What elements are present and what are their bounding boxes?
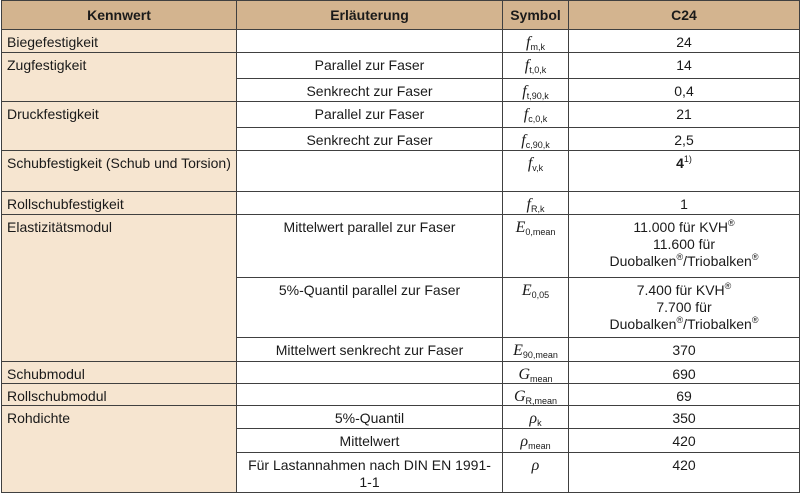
value-cell: 7.400 für KVH® 7.700 für Duobalken®/Triobalken® [569,278,800,338]
erlaeuterung-cell: 5%-Quantil parallel zur Faser [237,278,503,338]
symbol-cell: $E_{0,mean}$ [503,215,569,278]
kennwert-cell: Zugfestigkeit [2,53,237,102]
table-row [2,192,800,215]
symbol-cell: $\rho_k$ [503,406,569,429]
symbol-cell: $f_{m,k}$ [503,30,569,53]
table-row [2,102,800,128]
erlaeuterung-cell: Mittelwert senkrecht zur Faser [237,338,503,362]
table-row [2,215,800,278]
kennwert-cell: Schubmodul [2,362,237,384]
kennwert-cell: Rollschubfestigkeit [2,192,237,215]
table-row [2,30,800,53]
value-cell: 69 [569,384,800,406]
table-row [2,362,800,384]
table-row [2,406,800,429]
value-cell: 690 [569,362,800,384]
erlaeuterung-cell [237,362,503,384]
symbol-cell: $f_{t,90,k}$ [503,79,569,102]
erlaeuterung-cell [237,192,503,215]
kennwert-cell: Elastizitätsmodul [2,215,237,362]
value-cell: 4$^{1)}$ [569,151,800,192]
header-kennwert: Kennwert [2,1,237,30]
erlaeuterung-cell: Parallel zur Faser [237,102,503,128]
symbol-cell: $f_{c,90,k}$ [503,128,569,151]
header-c24: C24 [569,1,800,30]
value-cell: 370 [569,338,800,362]
kennwert-cell: Schubfestigkeit (Schub und Torsion) [2,151,237,192]
erlaeuterung-cell: Senkrecht zur Faser [237,128,503,151]
erlaeuterung-cell [237,30,503,53]
value-cell: 420 [569,429,800,453]
erlaeuterung-cell: Für Lastannahmen nach DIN EN 1991-1-1 [237,453,503,493]
symbol-cell: $f_{R,k}$ [503,192,569,215]
value-cell: 21 [569,102,800,128]
erlaeuterung-cell: Mittelwert parallel zur Faser [237,215,503,278]
kennwert-cell: Rollschubmodul [2,384,237,406]
kennwert-cell: Druckfestigkeit [2,102,237,151]
table-row [2,384,800,406]
erlaeuterung-cell [237,384,503,406]
value-cell: 2,5 [569,128,800,151]
symbol-cell: $\rho_{mean}$ [503,429,569,453]
symbol-cell: $f_{v,k}$ [503,151,569,192]
header-symbol: Symbol [503,1,569,30]
symbol-cell: $E_{90,mean}$ [503,338,569,362]
kennwert-cell: Rohdichte [2,406,237,493]
symbol-cell: $G_{mean}$ [503,362,569,384]
symbol-cell: ρ [503,453,569,493]
erlaeuterung-cell: Parallel zur Faser [237,53,503,79]
erlaeuterung-cell: Mittelwert [237,429,503,453]
erlaeuterung-cell [237,151,503,192]
value-cell: 24 [569,30,800,53]
symbol-cell: $f_{c,0,k}$ [503,102,569,128]
symbol-cell: $G_{R,mean}$ [503,384,569,406]
header-row [2,1,800,30]
footnote-marker: 1) [683,154,692,164]
table-row [2,151,800,192]
value-cell: 11.000 für KVH® 11.600 für Duobalken®/Triobalken® [569,215,800,278]
value-cell: 1 [569,192,800,215]
kennwert-cell: Biegefestigkeit [2,30,237,53]
properties-table [1,0,800,493]
erlaeuterung-cell: 5%-Quantil [237,406,503,429]
erlaeuterung-cell: Senkrecht zur Faser [237,79,503,102]
value-cell: 350 [569,406,800,429]
symbol-cell: $E_{0,05}$ [503,278,569,338]
value-cell: 14 [569,53,800,79]
value-cell: 420 [569,453,800,493]
value-cell: 0,4 [569,79,800,102]
table-row [2,53,800,79]
symbol-cell: $f_{t,0,k}$ [503,53,569,79]
header-erlaeuterung: Erläuterung [237,1,503,30]
